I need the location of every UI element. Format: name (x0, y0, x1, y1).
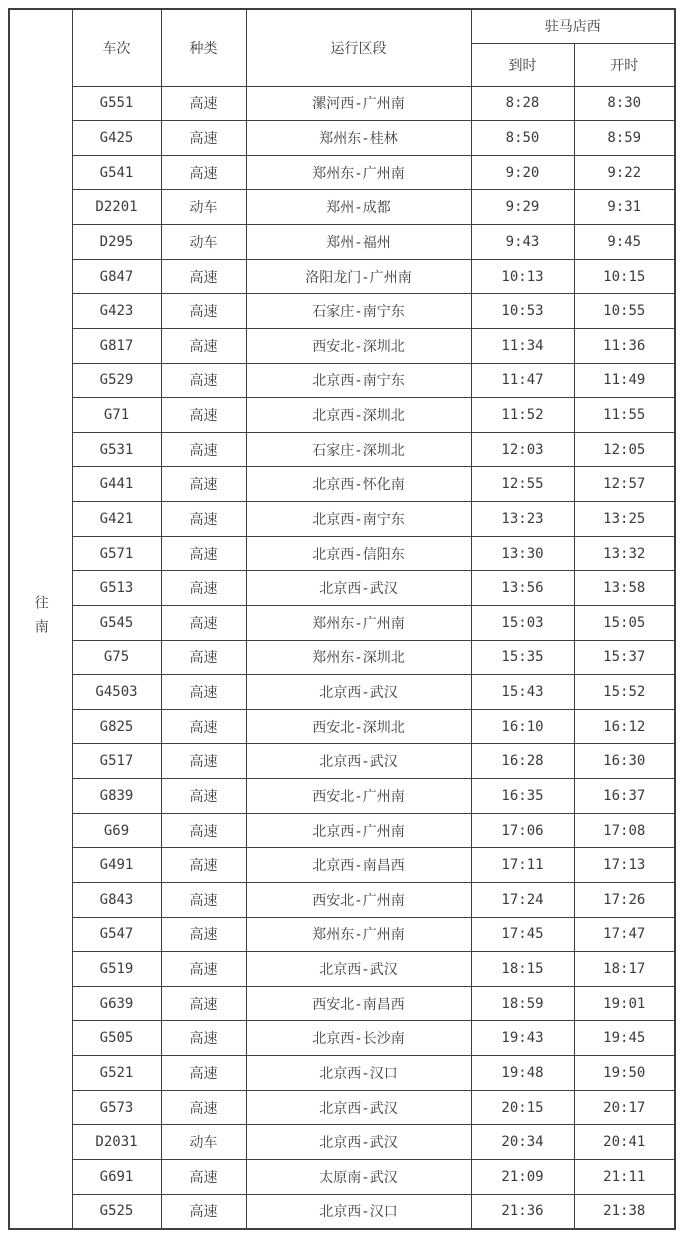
route-section-cell: 北京西-长沙南 (246, 1021, 471, 1056)
departure-time-cell: 20:41 (574, 1125, 675, 1160)
departure-time-cell: 17:47 (574, 917, 675, 952)
train-type-cell: 高速 (161, 1021, 246, 1056)
train-type-cell: 高速 (161, 917, 246, 952)
direction-label-southbound: 往南 (9, 9, 72, 1229)
train-type-cell: 高速 (161, 121, 246, 156)
table-row (9, 1021, 675, 1056)
table-row (9, 1056, 675, 1091)
route-section-cell: 郑州东-广州南 (246, 917, 471, 952)
departure-time-cell: 11:49 (574, 363, 675, 398)
train-type-cell: 动车 (161, 1125, 246, 1160)
train-type-cell: 高速 (161, 467, 246, 502)
column-header-departure-time: 开时 (574, 43, 675, 86)
train-type-cell: 高速 (161, 259, 246, 294)
table-row (9, 675, 675, 710)
train-type-cell: 高速 (161, 1056, 246, 1091)
arrival-time-cell: 12:55 (471, 467, 574, 502)
route-section-cell: 西安北-深圳北 (246, 328, 471, 363)
route-section-cell: 郑州-成都 (246, 190, 471, 225)
arrival-time-cell: 16:28 (471, 744, 574, 779)
train-type-cell: 动车 (161, 225, 246, 260)
route-section-cell: 西安北-南昌西 (246, 986, 471, 1021)
column-header-route-section: 运行区段 (246, 9, 471, 86)
arrival-time-cell: 21:09 (471, 1159, 574, 1194)
table-row (9, 1125, 675, 1160)
arrival-time-cell: 20:15 (471, 1090, 574, 1125)
table-row (9, 86, 675, 121)
table-row (9, 605, 675, 640)
train-number-cell: G847 (72, 259, 161, 294)
route-section-cell: 北京西-汉口 (246, 1056, 471, 1091)
table-row (9, 882, 675, 917)
train-type-cell: 高速 (161, 398, 246, 433)
train-type-cell: 高速 (161, 432, 246, 467)
route-section-cell: 北京西-信阳东 (246, 536, 471, 571)
column-header-train-type: 种类 (161, 9, 246, 86)
departure-time-cell: 12:05 (574, 432, 675, 467)
table-row (9, 744, 675, 779)
departure-time-cell: 9:22 (574, 155, 675, 190)
route-section-cell: 石家庄-南宁东 (246, 294, 471, 329)
table-row (9, 502, 675, 537)
route-section-cell: 西安北-深圳北 (246, 709, 471, 744)
arrival-time-cell: 17:45 (471, 917, 574, 952)
train-type-cell: 高速 (161, 779, 246, 814)
train-number-cell: G691 (72, 1159, 161, 1194)
route-section-cell: 北京西-深圳北 (246, 398, 471, 433)
train-number-cell: G825 (72, 709, 161, 744)
table-row (9, 432, 675, 467)
table-row (9, 952, 675, 987)
train-number-cell: G639 (72, 986, 161, 1021)
train-timetable (8, 8, 676, 1230)
departure-time-cell: 19:50 (574, 1056, 675, 1091)
arrival-time-cell: 17:11 (471, 848, 574, 883)
table-row (9, 225, 675, 260)
train-type-cell: 高速 (161, 640, 246, 675)
departure-time-cell: 13:58 (574, 571, 675, 606)
route-section-cell: 郑州东-广州南 (246, 605, 471, 640)
train-number-cell: G525 (72, 1194, 161, 1229)
train-number-cell: G513 (72, 571, 161, 606)
train-number-cell: G491 (72, 848, 161, 883)
arrival-time-cell: 9:29 (471, 190, 574, 225)
table-row (9, 155, 675, 190)
route-section-cell: 北京西-广州南 (246, 813, 471, 848)
train-type-cell: 高速 (161, 155, 246, 190)
route-section-cell: 石家庄-深圳北 (246, 432, 471, 467)
route-section-cell: 北京西-武汉 (246, 675, 471, 710)
table-row (9, 536, 675, 571)
arrival-time-cell: 13:23 (471, 502, 574, 537)
arrival-time-cell: 9:43 (471, 225, 574, 260)
arrival-time-cell: 16:10 (471, 709, 574, 744)
table-row (9, 813, 675, 848)
train-number-cell: G817 (72, 328, 161, 363)
table-row (9, 1194, 675, 1229)
train-number-cell: G519 (72, 952, 161, 987)
arrival-time-cell: 17:24 (471, 882, 574, 917)
route-section-cell: 北京西-南昌西 (246, 848, 471, 883)
train-type-cell: 高速 (161, 328, 246, 363)
train-type-cell: 高速 (161, 363, 246, 398)
departure-time-cell: 8:59 (574, 121, 675, 156)
departure-time-cell: 19:01 (574, 986, 675, 1021)
departure-time-cell: 17:13 (574, 848, 675, 883)
train-number-cell: D2031 (72, 1125, 161, 1160)
arrival-time-cell: 8:50 (471, 121, 574, 156)
train-number-cell: G531 (72, 432, 161, 467)
table-row (9, 1090, 675, 1125)
train-number-cell: G541 (72, 155, 161, 190)
arrival-time-cell: 12:03 (471, 432, 574, 467)
train-number-cell: G521 (72, 1056, 161, 1091)
departure-time-cell: 10:55 (574, 294, 675, 329)
arrival-time-cell: 16:35 (471, 779, 574, 814)
arrival-time-cell: 15:35 (471, 640, 574, 675)
train-number-cell: G423 (72, 294, 161, 329)
route-section-cell: 郑州-福州 (246, 225, 471, 260)
train-number-cell: G71 (72, 398, 161, 433)
train-type-cell: 高速 (161, 1090, 246, 1125)
column-header-arrival-time: 到时 (471, 43, 574, 86)
train-type-cell: 高速 (161, 813, 246, 848)
table-row (9, 779, 675, 814)
table-row (9, 294, 675, 329)
train-number-cell: G69 (72, 813, 161, 848)
route-section-cell: 北京西-武汉 (246, 1090, 471, 1125)
table-row (9, 640, 675, 675)
route-section-cell: 郑州东-深圳北 (246, 640, 471, 675)
train-number-cell: G505 (72, 1021, 161, 1056)
train-number-cell: G573 (72, 1090, 161, 1125)
train-number-cell: G75 (72, 640, 161, 675)
departure-time-cell: 20:17 (574, 1090, 675, 1125)
departure-time-cell: 11:36 (574, 328, 675, 363)
arrival-time-cell: 8:28 (471, 86, 574, 121)
departure-time-cell: 9:31 (574, 190, 675, 225)
train-number-cell: G517 (72, 744, 161, 779)
train-number-cell: G571 (72, 536, 161, 571)
route-section-cell: 西安北-广州南 (246, 882, 471, 917)
table-row (9, 709, 675, 744)
route-section-cell: 北京西-怀化南 (246, 467, 471, 502)
departure-time-cell: 16:12 (574, 709, 675, 744)
train-number-cell: G4503 (72, 675, 161, 710)
train-type-cell: 高速 (161, 571, 246, 606)
departure-time-cell: 21:38 (574, 1194, 675, 1229)
table-row (9, 121, 675, 156)
train-type-cell: 高速 (161, 744, 246, 779)
train-type-cell: 高速 (161, 1159, 246, 1194)
route-section-cell: 太原南-武汉 (246, 1159, 471, 1194)
departure-time-cell: 13:32 (574, 536, 675, 571)
route-section-cell: 北京西-武汉 (246, 571, 471, 606)
departure-time-cell: 8:30 (574, 86, 675, 121)
departure-time-cell: 13:25 (574, 502, 675, 537)
train-type-cell: 动车 (161, 190, 246, 225)
arrival-time-cell: 11:34 (471, 328, 574, 363)
train-type-cell: 高速 (161, 848, 246, 883)
departure-time-cell: 19:45 (574, 1021, 675, 1056)
train-type-cell: 高速 (161, 709, 246, 744)
train-number-cell: G551 (72, 86, 161, 121)
table-row (9, 328, 675, 363)
arrival-time-cell: 10:53 (471, 294, 574, 329)
departure-time-cell: 17:26 (574, 882, 675, 917)
arrival-time-cell: 10:13 (471, 259, 574, 294)
arrival-time-cell: 15:43 (471, 675, 574, 710)
train-type-cell: 高速 (161, 882, 246, 917)
arrival-time-cell: 15:03 (471, 605, 574, 640)
route-section-cell: 北京西-武汉 (246, 744, 471, 779)
train-number-cell: G441 (72, 467, 161, 502)
table-row (9, 571, 675, 606)
table-row (9, 917, 675, 952)
route-section-cell: 北京西-南宁东 (246, 363, 471, 398)
table-row (9, 1159, 675, 1194)
train-number-cell: G843 (72, 882, 161, 917)
station-header-zhumadian-west: 驻马店西 (471, 9, 675, 43)
route-section-cell: 郑州东-广州南 (246, 155, 471, 190)
route-section-cell: 西安北-广州南 (246, 779, 471, 814)
route-section-cell: 洛阳龙门-广州南 (246, 259, 471, 294)
route-section-cell: 北京西-武汉 (246, 1125, 471, 1160)
arrival-time-cell: 21:36 (471, 1194, 574, 1229)
train-number-cell: G839 (72, 779, 161, 814)
train-type-cell: 高速 (161, 536, 246, 571)
route-section-cell: 郑州东-桂林 (246, 121, 471, 156)
departure-time-cell: 12:57 (574, 467, 675, 502)
departure-time-cell: 21:11 (574, 1159, 675, 1194)
departure-time-cell: 9:45 (574, 225, 675, 260)
arrival-time-cell: 20:34 (471, 1125, 574, 1160)
train-type-cell: 高速 (161, 1194, 246, 1229)
departure-time-cell: 18:17 (574, 952, 675, 987)
departure-time-cell: 16:37 (574, 779, 675, 814)
arrival-time-cell: 18:15 (471, 952, 574, 987)
departure-time-cell: 15:52 (574, 675, 675, 710)
departure-time-cell: 15:37 (574, 640, 675, 675)
arrival-time-cell: 17:06 (471, 813, 574, 848)
arrival-time-cell: 11:47 (471, 363, 574, 398)
route-section-cell: 北京西-汉口 (246, 1194, 471, 1229)
table-row (9, 848, 675, 883)
train-number-cell: G547 (72, 917, 161, 952)
departure-time-cell: 17:08 (574, 813, 675, 848)
arrival-time-cell: 19:48 (471, 1056, 574, 1091)
arrival-time-cell: 18:59 (471, 986, 574, 1021)
train-number-cell: G425 (72, 121, 161, 156)
train-number-cell: G421 (72, 502, 161, 537)
departure-time-cell: 15:05 (574, 605, 675, 640)
train-type-cell: 高速 (161, 675, 246, 710)
arrival-time-cell: 11:52 (471, 398, 574, 433)
train-number-cell: D2201 (72, 190, 161, 225)
departure-time-cell: 16:30 (574, 744, 675, 779)
train-number-cell: G529 (72, 363, 161, 398)
route-section-cell: 北京西-武汉 (246, 952, 471, 987)
table-row (9, 467, 675, 502)
arrival-time-cell: 9:20 (471, 155, 574, 190)
departure-time-cell: 10:15 (574, 259, 675, 294)
arrival-time-cell: 13:30 (471, 536, 574, 571)
arrival-time-cell: 13:56 (471, 571, 574, 606)
table-row (9, 259, 675, 294)
column-header-train-number: 车次 (72, 9, 161, 86)
train-number-cell: G545 (72, 605, 161, 640)
train-type-cell: 高速 (161, 294, 246, 329)
train-type-cell: 高速 (161, 986, 246, 1021)
train-type-cell: 高速 (161, 86, 246, 121)
table-row (9, 398, 675, 433)
route-section-cell: 北京西-南宁东 (246, 502, 471, 537)
route-section-cell: 漯河西-广州南 (246, 86, 471, 121)
table-row (9, 190, 675, 225)
table-row (9, 363, 675, 398)
train-number-cell: D295 (72, 225, 161, 260)
train-type-cell: 高速 (161, 952, 246, 987)
arrival-time-cell: 19:43 (471, 1021, 574, 1056)
departure-time-cell: 11:55 (574, 398, 675, 433)
train-type-cell: 高速 (161, 605, 246, 640)
train-type-cell: 高速 (161, 502, 246, 537)
table-row (9, 986, 675, 1021)
